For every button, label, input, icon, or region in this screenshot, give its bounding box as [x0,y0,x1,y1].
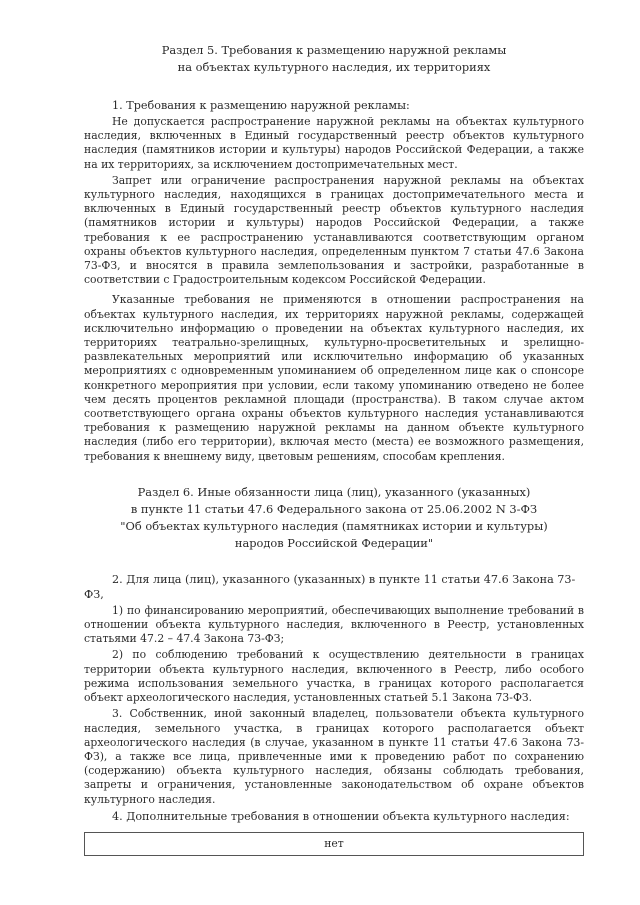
item-1-paragraph-1: Не допускается распространение наружной рекламы на объектах культурного наследия, включенных в Единый государственный реестр объектов культурного наследия (памятников истории и культуры) народов Российской Федерации, а также на их территориях, за исключением достопримечательных мест. [84,115,584,171]
section-5-title-line-2: на объектах культурного наследия, их территориях [177,60,491,74]
section-6-title-line-1: Раздел 6. Иные обязанности лица (лиц), указанного (указанных) [137,484,531,499]
item-4-value: нет [324,837,344,851]
item-2-title: 2. Для лица (лиц), указанного (указанных) в пункте 11 статьи 47.6 Закона 73-ФЗ, [84,572,576,601]
item-1-title: 1. Требования к размещению наружной рекламы: [112,99,410,112]
item-2-paragraph-1: 1) по финансированию мероприятий, обеспечивающих выполнение требований в отношении объекта культурного наследия, включенного в Реестр, установленных статьями 47.2 – 47.4 Закона 73-ФЗ; [84,603,584,646]
section-5-heading [84,42,584,76]
item-4-title: 4. Дополнительные требования в отношении объекта культурного наследия: [112,809,570,823]
section-6-title-line-3: "Об объектах культурного наследия (памятниках истории и культуры) [120,518,548,533]
section-6-heading [84,484,584,552]
item-2-paragraph-2: 2) по соблюдению требований к осуществлению деятельности в границах территории объекта культурного наследия, включенного в Реестр, либо особого режима использования земельного участка, в границах которого располагается объект археологического наследия, установленных статьей 5.1 Закона 73-ФЗ. [84,648,584,705]
section-6-title-line-4: народов Российской Федерации" [234,535,434,550]
item-3-paragraph: 3. Собственник, иной законный владелец, пользователи объекта культурного наследия, земельного участка, в границах которого располагается объект археологического наследия (в случае, указанном в пункте 11 статьи 47.6 Закона 73-ФЗ), а также все лица, привлеченные ими к проведению работ по сохранению (содержанию) объекта культурного наследия, обязаны соблюдать требования, запреты и ограничения, установленные законодательством об охране объектов культурного наследия. [84,707,584,806]
item-1-paragraph-3: Указанные требования не применяются в отношении распространения на объектах культурного наследия, их территориях наружной рекламы, содержащей исключительно информацию о проведении на объектах культурного наследия, их территориях театрально-зрелищных, культурно-просветительных и зрелищно-развлекательных мероприятий или исключительно информацию об указанных мероприятиях с одновременным упоминанием об определенном лице как о спонсоре конкретного мероприятия при условии, если такому упоминанию отведено не более чем десять процентов рекламной площади (пространства). В таком случае актом соответствующего органа охраны объектов культурного наследия устанавливаются требования к размещению наружной рекламы на данном объекте культурного наследия (либо его территории), включая место (места) ее возможного размещения, требования к внешнему виду, цветовым решениям, способам крепления. [84,293,584,463]
item-4-value-box [84,832,584,856]
section-6-title-line-2: в пункте 11 статьи 47.6 Федерального закона от 25.06.2002 N 3-ФЗ [130,501,538,516]
section-5-title-line-1: Раздел 5. Требования к размещению наружной рекламы [161,43,507,57]
item-1-paragraph-2: Запрет или ограничение распространения наружной рекламы на объектах культурного наследия, находящихся в границах достопримечательного места и включенных в Единый государственный реестр объектов культурного наследия (памятников истории и культуры) народов Российской Федерации, а также требования к ее распространению устанавливаются соответствующим органом охраны объектов культурного наследия, определенным пунктом 7 статьи 47.6 Закона 73-ФЗ, и вносятся в правила землепользования и застройки, разработанные в соответствии с Градостроительным кодексом Российской Федерации. [84,173,584,287]
